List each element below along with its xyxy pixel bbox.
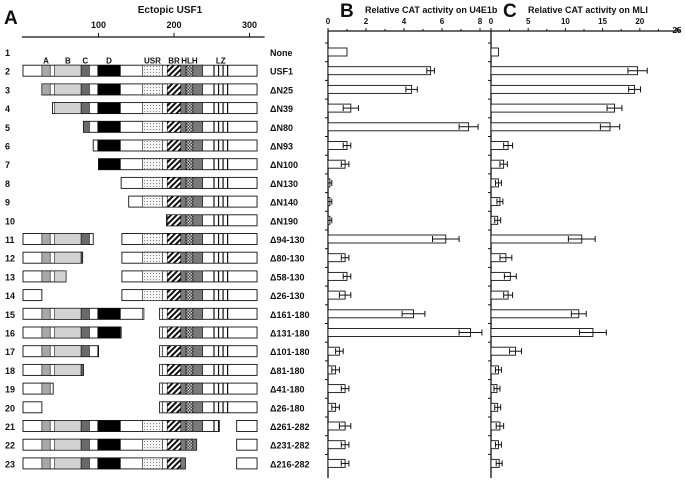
construct-name: Δ131-180 — [270, 328, 310, 339]
bar-None — [491, 48, 498, 56]
domain-block — [186, 121, 193, 132]
domain-block — [42, 308, 50, 319]
construct-name: ΔN190 — [270, 216, 298, 227]
domain-block — [181, 159, 186, 170]
domain-block — [98, 458, 121, 469]
row-number: 19 — [5, 384, 16, 395]
bar-ΔN39 — [491, 104, 615, 112]
domain-label: C — [82, 56, 89, 66]
bar-ΔN25 — [328, 85, 412, 93]
domain-block — [42, 65, 50, 76]
domain-block — [55, 327, 81, 338]
domain-block — [142, 252, 162, 263]
domain-block — [181, 346, 186, 357]
domain-block — [99, 159, 121, 170]
domain-block — [181, 421, 186, 432]
construct-segment — [237, 439, 257, 450]
chart-title: Relative CAT activity on MLI — [528, 5, 648, 15]
construct-row — [5, 121, 293, 133]
construct-row — [5, 177, 298, 189]
domain-block — [167, 121, 181, 132]
construct-name: Δ101-180 — [270, 347, 310, 358]
domain-label: USR — [144, 56, 161, 66]
construct-segment — [237, 421, 257, 432]
panel-letter: A — [4, 8, 18, 29]
bar-ΔN80 — [491, 123, 610, 131]
domain-label: B — [65, 56, 71, 66]
domain-block — [181, 196, 186, 207]
domain-block — [142, 140, 162, 151]
domain-block — [193, 346, 203, 357]
domain-block — [42, 421, 50, 432]
x-tick-label: 25 — [672, 26, 682, 35]
domain-block — [42, 84, 50, 95]
row-number: 14 — [5, 291, 16, 302]
domain-block — [193, 364, 203, 375]
domain-block — [181, 65, 186, 76]
domain-block — [42, 271, 50, 282]
domain-block — [98, 103, 121, 114]
construct-row — [5, 458, 310, 470]
domain-block — [186, 103, 193, 114]
domain-block — [167, 159, 181, 170]
domain-block — [160, 308, 163, 319]
x-tick-label: 6 — [439, 17, 445, 26]
domain-block — [42, 364, 50, 375]
domain-block — [181, 121, 186, 132]
domain-block — [193, 421, 203, 432]
x-tick-label: 10 — [560, 17, 570, 26]
construct-row — [5, 308, 310, 320]
domain-block — [167, 140, 181, 151]
row-number: 15 — [5, 309, 16, 320]
domain-block — [186, 402, 193, 413]
domain-block — [181, 234, 186, 245]
construct-row — [5, 364, 305, 376]
domain-block — [193, 140, 203, 151]
domain-block — [167, 402, 181, 413]
domain-block — [186, 439, 193, 450]
panel-letter: C — [503, 1, 517, 22]
row-number: 18 — [5, 365, 16, 376]
row-number: 16 — [5, 328, 16, 339]
construct-row — [5, 439, 310, 451]
construct-name: Δ26-130 — [270, 291, 305, 302]
domain-block — [167, 458, 181, 469]
panel-c-chart — [488, 1, 682, 478]
domain-label: A — [43, 56, 49, 66]
x-tick-label: 2 — [363, 17, 369, 26]
domain-block — [193, 439, 197, 450]
domain-block — [186, 290, 193, 301]
construct-name: ΔN80 — [270, 122, 293, 133]
domain-block — [81, 327, 89, 338]
domain-label: HLH — [181, 56, 198, 66]
x-tick-label: 8 — [477, 17, 483, 26]
domain-block — [181, 140, 186, 151]
domain-block — [55, 271, 66, 282]
domain-block — [83, 121, 89, 132]
construct-segment — [23, 290, 42, 301]
row-number: 1 — [5, 48, 11, 58]
domain-block — [142, 271, 162, 282]
row-number: 3 — [5, 85, 11, 96]
domain-block — [186, 327, 193, 338]
construct-row — [5, 271, 305, 283]
bar-USF1 — [328, 67, 431, 75]
construct-row — [5, 140, 293, 152]
domain-label: BR — [168, 56, 180, 66]
bar-Δ161-180 — [491, 310, 579, 318]
domain-block — [142, 234, 162, 245]
domain-block — [193, 196, 203, 207]
construct-row — [5, 346, 310, 358]
bar-ΔN80 — [328, 123, 469, 131]
domain-block — [81, 84, 89, 95]
domain-block — [98, 308, 121, 319]
domain-block — [167, 364, 181, 375]
domain-block — [42, 346, 50, 357]
construct-name: Δ80-130 — [270, 253, 305, 264]
row-number: 17 — [5, 347, 16, 358]
row-number: 2 — [5, 66, 11, 77]
domain-block — [167, 65, 181, 76]
x-tick-label: 0 — [488, 17, 494, 26]
domain-block — [186, 159, 193, 170]
domain-block — [98, 65, 121, 76]
domain-block — [98, 140, 121, 151]
construct-row — [5, 84, 293, 96]
domain-block — [186, 383, 193, 394]
domain-block — [181, 177, 186, 188]
domain-block — [181, 458, 186, 469]
domain-block — [186, 196, 193, 207]
domain-block — [42, 383, 50, 394]
domain-block — [98, 346, 99, 357]
bar-Δ161-180 — [328, 310, 414, 318]
domain-block — [55, 65, 81, 76]
construct-row — [5, 252, 305, 264]
domain-block — [167, 346, 181, 357]
row-number: 7 — [5, 160, 11, 171]
domain-block — [167, 439, 181, 450]
construct-row — [5, 159, 298, 171]
domain-block — [160, 383, 163, 394]
row-number: 11 — [5, 235, 15, 245]
domain-block — [98, 121, 121, 132]
domain-block — [181, 84, 186, 95]
construct-row — [5, 65, 293, 77]
row-number: 23 — [5, 459, 16, 470]
domain-block — [55, 308, 81, 319]
construct-row — [5, 402, 305, 414]
domain-block — [181, 103, 186, 114]
domain-block — [142, 439, 162, 450]
bar-Δ131-180 — [491, 329, 593, 337]
domain-block — [55, 364, 81, 375]
domain-block — [181, 402, 186, 413]
domain-block — [142, 159, 162, 170]
row-number: 6 — [5, 141, 11, 152]
construct-name: ΔN130 — [270, 178, 298, 189]
domain-block — [193, 65, 203, 76]
domain-block — [160, 346, 163, 357]
domain-block — [186, 234, 193, 245]
construct-name: Δ26-180 — [270, 403, 305, 414]
construct-row — [5, 215, 298, 227]
x-tick-label: 15 — [598, 17, 608, 26]
domain-block — [186, 84, 193, 95]
bar-None — [328, 48, 347, 56]
domain-block — [160, 402, 163, 413]
x-tick-label: 0 — [325, 17, 331, 26]
domain-block — [55, 439, 81, 450]
domain-block — [42, 458, 50, 469]
construct-name: ΔN100 — [270, 160, 298, 171]
construct-name: Δ58-130 — [270, 272, 305, 283]
domain-block — [186, 346, 193, 357]
domain-block — [167, 383, 181, 394]
domain-block — [181, 327, 186, 338]
domain-block — [81, 103, 89, 114]
construct-row — [5, 234, 305, 246]
domain-block — [81, 234, 89, 245]
bar-Δ131-180 — [328, 329, 471, 337]
panel-letter: B — [340, 1, 354, 22]
domain-block — [42, 439, 50, 450]
x-tick-label: 20 — [635, 17, 645, 26]
domain-block — [142, 84, 162, 95]
domain-block — [186, 308, 193, 319]
row-number: 12 — [5, 253, 16, 264]
domain-block — [167, 177, 181, 188]
domain-block — [142, 65, 162, 76]
domain-block — [186, 271, 193, 282]
domain-block — [142, 177, 162, 188]
x-tick-label: 4 — [401, 17, 407, 26]
domain-block — [181, 308, 186, 319]
panel-a-domain-diagram — [4, 5, 310, 469]
construct-name: ΔN140 — [270, 197, 298, 208]
domain-block — [160, 327, 163, 338]
domain-block — [193, 383, 203, 394]
construct-name: Δ161-180 — [270, 309, 310, 320]
domain-block — [181, 215, 186, 226]
domain-block — [81, 364, 83, 375]
axis-tick-label: 200 — [166, 20, 182, 30]
domain-block — [193, 159, 203, 170]
domain-block — [142, 290, 162, 301]
domain-block — [55, 458, 81, 469]
domain-block — [81, 421, 89, 432]
domain-block — [142, 458, 162, 469]
domain-block — [98, 439, 121, 450]
domain-block — [142, 121, 162, 132]
domain-block — [181, 290, 186, 301]
domain-block — [193, 177, 203, 188]
domain-block — [98, 327, 121, 338]
domain-block — [193, 327, 203, 338]
row-number: 4 — [5, 104, 11, 115]
domain-block — [193, 402, 203, 413]
domain-block — [186, 421, 193, 432]
domain-label: D — [106, 56, 112, 66]
domain-block — [81, 65, 89, 76]
domain-block — [160, 364, 163, 375]
x-tick-label: 5 — [525, 17, 531, 26]
domain-block — [81, 458, 89, 469]
construct-name: Δ81-180 — [270, 365, 305, 376]
domain-block — [55, 346, 81, 357]
construct-name: ΔN25 — [270, 85, 293, 96]
domain-block — [193, 103, 203, 114]
construct-row — [5, 327, 310, 339]
domain-block — [42, 234, 50, 245]
construct-name: Δ94-130 — [270, 235, 305, 245]
construct-row — [5, 103, 293, 115]
domain-block — [167, 234, 181, 245]
construct-segment — [23, 402, 42, 413]
domain-block — [181, 364, 186, 375]
construct-name: Δ41-180 — [270, 384, 305, 395]
domain-block — [193, 234, 203, 245]
row-number: 9 — [5, 197, 11, 208]
domain-block — [193, 252, 203, 263]
domain-block — [55, 252, 81, 263]
domain-block — [142, 421, 162, 432]
construct-name: ΔN93 — [270, 141, 293, 152]
domain-block — [55, 84, 81, 95]
domain-block — [181, 383, 186, 394]
domain-block — [167, 252, 181, 263]
domain-block — [186, 65, 193, 76]
domain-block — [186, 177, 193, 188]
construct-row — [5, 421, 310, 433]
axis-tick-label: 100 — [90, 20, 107, 30]
domain-block — [98, 421, 121, 432]
bar-USF1 — [491, 67, 638, 75]
row-number: 22 — [5, 440, 16, 451]
domain-block — [186, 252, 193, 263]
domain-block — [181, 252, 186, 263]
construct-segment — [237, 458, 257, 469]
domain-block — [193, 84, 203, 95]
domain-label: LZ — [215, 56, 226, 66]
construct-name: Δ231-282 — [270, 440, 310, 451]
construct-name: Δ261-282 — [270, 422, 310, 432]
domain-block — [181, 439, 186, 450]
construct-name: Δ216-282 — [270, 459, 310, 470]
row-number: 21 — [5, 422, 16, 432]
construct-name: USF1 — [270, 66, 294, 77]
domain-block — [167, 84, 181, 95]
domain-block — [193, 271, 203, 282]
axis-tick-label: 300 — [241, 20, 258, 30]
domain-block — [81, 439, 89, 450]
construct-row — [5, 290, 305, 302]
construct-name: ΔN39 — [270, 104, 293, 115]
construct-row — [5, 196, 298, 208]
domain-block — [142, 103, 162, 114]
domain-block — [186, 215, 193, 226]
domain-block — [167, 421, 181, 432]
domain-block — [81, 252, 83, 263]
bar-ΔN25 — [491, 85, 635, 93]
bar-Δ94-130 — [328, 235, 446, 243]
row-number: 8 — [5, 178, 11, 189]
domain-block — [81, 346, 89, 357]
domain-block — [193, 215, 203, 226]
domain-block — [142, 196, 162, 207]
domain-block — [55, 421, 81, 432]
row-number: 10 — [5, 216, 16, 227]
domain-block — [167, 196, 181, 207]
domain-block — [167, 308, 181, 319]
domain-block — [167, 215, 181, 226]
domain-block — [55, 234, 81, 245]
domain-block — [193, 308, 203, 319]
domain-block — [186, 140, 193, 151]
construct-row — [5, 383, 305, 395]
domain-block — [167, 290, 181, 301]
domain-block — [81, 308, 89, 319]
domain-block — [181, 271, 186, 282]
chart-title: Relative CAT activity on U4E1b — [365, 5, 498, 15]
domain-block — [142, 308, 144, 319]
row-number: 13 — [5, 272, 16, 283]
domain-block — [98, 84, 121, 95]
domain-block — [42, 327, 50, 338]
domain-block — [193, 290, 203, 301]
domain-block — [193, 121, 203, 132]
panel-title: Ectopic USF1 — [137, 5, 203, 16]
domain-block — [55, 103, 81, 114]
domain-block — [167, 103, 181, 114]
row-number: 5 — [5, 122, 11, 133]
row-number: 20 — [5, 403, 16, 414]
domain-block — [186, 364, 193, 375]
domain-block — [167, 271, 181, 282]
domain-block — [42, 252, 50, 263]
domain-block — [167, 327, 181, 338]
construct-name: None — [270, 48, 293, 58]
